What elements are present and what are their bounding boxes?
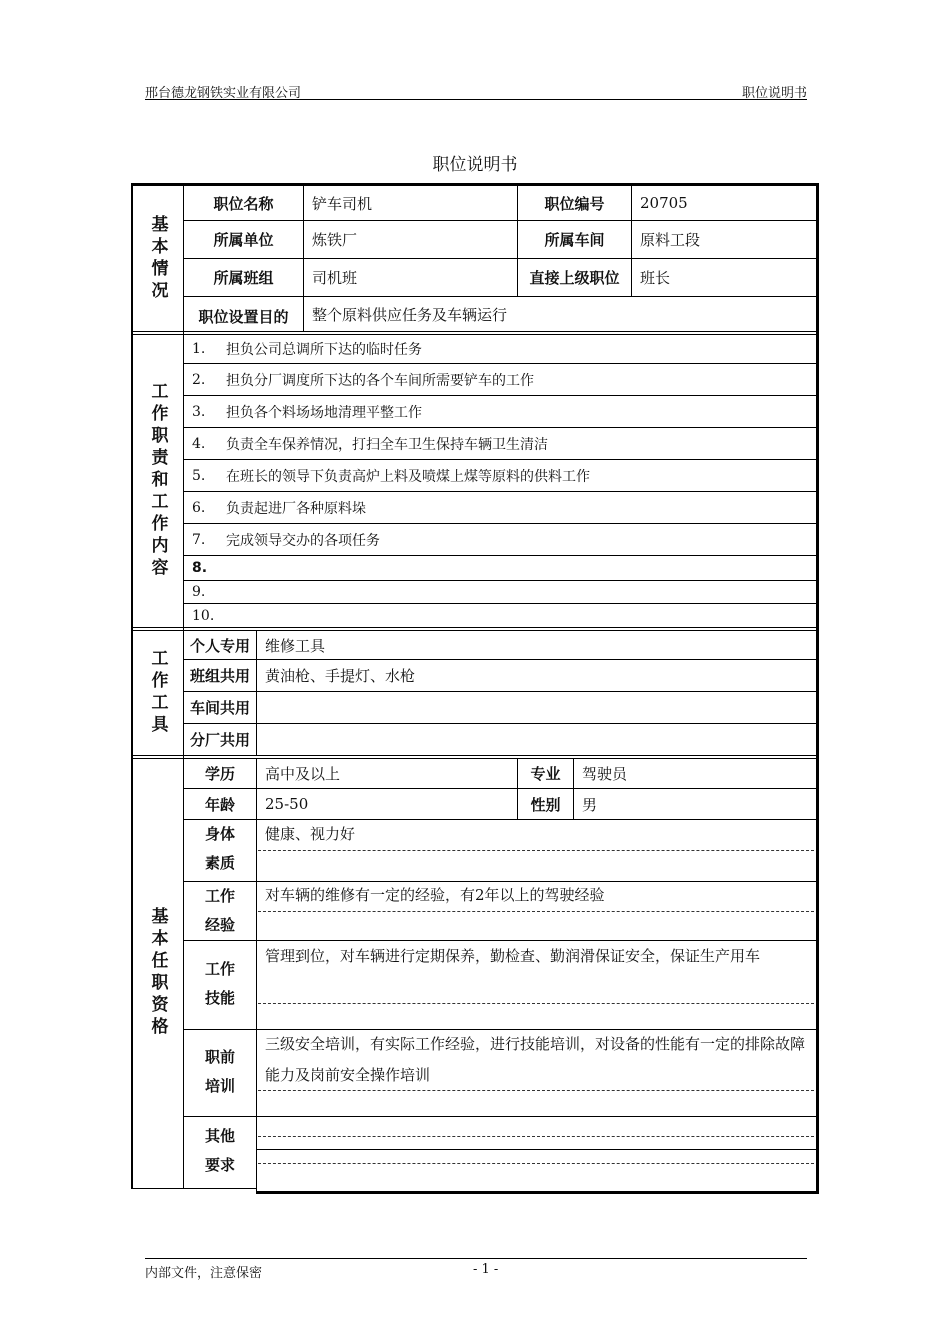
tool-team-value: 黄油枪、手提灯、水枪 <box>265 667 416 685</box>
duty-number: 10. <box>192 607 215 624</box>
major-label: 专业 <box>530 765 561 783</box>
gender-label: 性别 <box>530 795 561 814</box>
page-title: 职位说明书 <box>432 155 518 175</box>
page-number: - 1 - <box>473 1262 499 1277</box>
section-tools: 工作工具 <box>147 648 168 737</box>
duty-item <box>192 335 422 363</box>
duty-number: 2. <box>192 371 206 388</box>
company-name: 邢台德龙钢铁实业有限公司 <box>145 86 302 101</box>
purpose-value: 整个原料供应任务及车辆运行 <box>312 305 508 324</box>
duty-text: 担负各个料场场地清理平整工作 <box>226 404 422 421</box>
purpose-label: 职位设置目的 <box>198 307 289 326</box>
duty-text: 负责全车保养情况，打扫全车卫生保持车辆卫生清洁 <box>226 436 548 453</box>
header-doc-type: 职位说明书 <box>741 86 807 101</box>
footer-note: 内部文件，注意保密 <box>145 1266 263 1281</box>
education-label: 学历 <box>204 765 235 783</box>
section-duties: 工作职责和工作内容 <box>147 381 168 580</box>
job-code-value: 20705 <box>640 194 688 212</box>
other-label-line-2: 要求 <box>204 1156 235 1174</box>
tool-personal-value: 维修工具 <box>265 636 326 655</box>
other-label-line-1: 其他 <box>204 1127 235 1145</box>
duty-item <box>192 492 366 523</box>
superior-label: 直接上级职位 <box>529 269 620 287</box>
job-name-value: 铲车司机 <box>312 194 373 213</box>
skills-label-line-2: 技能 <box>204 989 235 1007</box>
duty-item <box>192 604 226 627</box>
tool-plant-label: 分厂共用 <box>189 731 250 749</box>
team-value: 司机班 <box>312 269 358 287</box>
skills-value: 管理到位，对车辆进行定期保养，勤检查、勤润滑保证安全，保证生产用车 <box>265 947 761 965</box>
header-rule <box>145 99 807 100</box>
tool-plant-value <box>257 724 815 755</box>
age-value: 25-50 <box>265 795 309 813</box>
health-label-line-1: 身体 <box>204 825 235 843</box>
duty-item <box>192 396 422 427</box>
duty-text: 在班长的领导下负责高炉上料及喷煤上煤等原料的供料工作 <box>226 468 590 485</box>
workshop-value: 原料工段 <box>640 231 701 249</box>
duty-item <box>192 556 226 580</box>
experience-label-line-2: 经验 <box>204 916 235 934</box>
education-value: 高中及以上 <box>265 765 341 783</box>
duty-number: 5. <box>192 467 206 484</box>
section-basic-info: 基本情况 <box>147 214 168 303</box>
tool-personal-label: 个人专用 <box>189 636 250 655</box>
training-label-line-1: 职前 <box>204 1048 235 1066</box>
other-label <box>184 1122 256 1180</box>
experience-label <box>184 882 256 940</box>
health-value: 健康、视力好 <box>265 825 356 843</box>
duty-text: 负责起进厂各种原料垛 <box>226 500 366 517</box>
tool-workshop-label: 车间共用 <box>189 699 250 717</box>
unit-value: 炼铁厂 <box>312 231 358 249</box>
duty-number: 1. <box>192 341 206 357</box>
training-label <box>184 1043 256 1101</box>
duty-number: 7. <box>192 531 206 548</box>
duty-item <box>192 581 226 603</box>
duty-item <box>192 524 380 555</box>
unit-label: 所属单位 <box>213 231 274 249</box>
duty-text: 担负公司总调所下达的临时任务 <box>226 342 422 358</box>
duty-item <box>192 460 590 491</box>
duty-number: 6. <box>192 499 206 516</box>
duty-number: 9. <box>192 584 206 600</box>
duty-number: 4. <box>192 435 206 452</box>
health-label <box>184 820 256 878</box>
tool-workshop-value <box>257 692 815 723</box>
duty-item <box>192 428 548 459</box>
footer-rule <box>145 1258 807 1259</box>
skills-label-line-1: 工作 <box>204 960 235 978</box>
duty-text: 担负分厂调度所下达的各个车间所需要铲车的工作 <box>226 372 534 389</box>
health-label-line-2: 素质 <box>204 854 235 872</box>
job-name-label: 职位名称 <box>213 194 274 213</box>
skills-label <box>184 955 256 1013</box>
duty-number: 8. <box>192 560 208 576</box>
duty-text: 完成领导交办的各项任务 <box>226 532 380 549</box>
duty-item <box>192 364 534 395</box>
major-value: 驾驶员 <box>582 765 628 783</box>
training-label-line-2: 培训 <box>204 1077 235 1095</box>
gender-value: 男 <box>582 795 598 814</box>
experience-value: 对车辆的维修有一定的经验，有2年以上的驾驶经验 <box>265 886 605 904</box>
job-code-label: 职位编号 <box>544 194 605 213</box>
section-qualifications: 基本任职资格 <box>147 907 168 1039</box>
training-value: 三级安全培训，有实际工作经验，进行技能培训，对设备的性能有一定的排除故障能力及岗前安全操作培训 <box>265 1035 806 1084</box>
duty-number: 3. <box>192 403 206 420</box>
experience-label-line-1: 工作 <box>204 887 235 905</box>
superior-value: 班长 <box>640 269 671 287</box>
team-label: 所属班组 <box>213 269 274 287</box>
age-label: 年龄 <box>204 795 235 814</box>
tool-team-label: 班组共用 <box>189 667 250 685</box>
workshop-label: 所属车间 <box>544 231 605 249</box>
